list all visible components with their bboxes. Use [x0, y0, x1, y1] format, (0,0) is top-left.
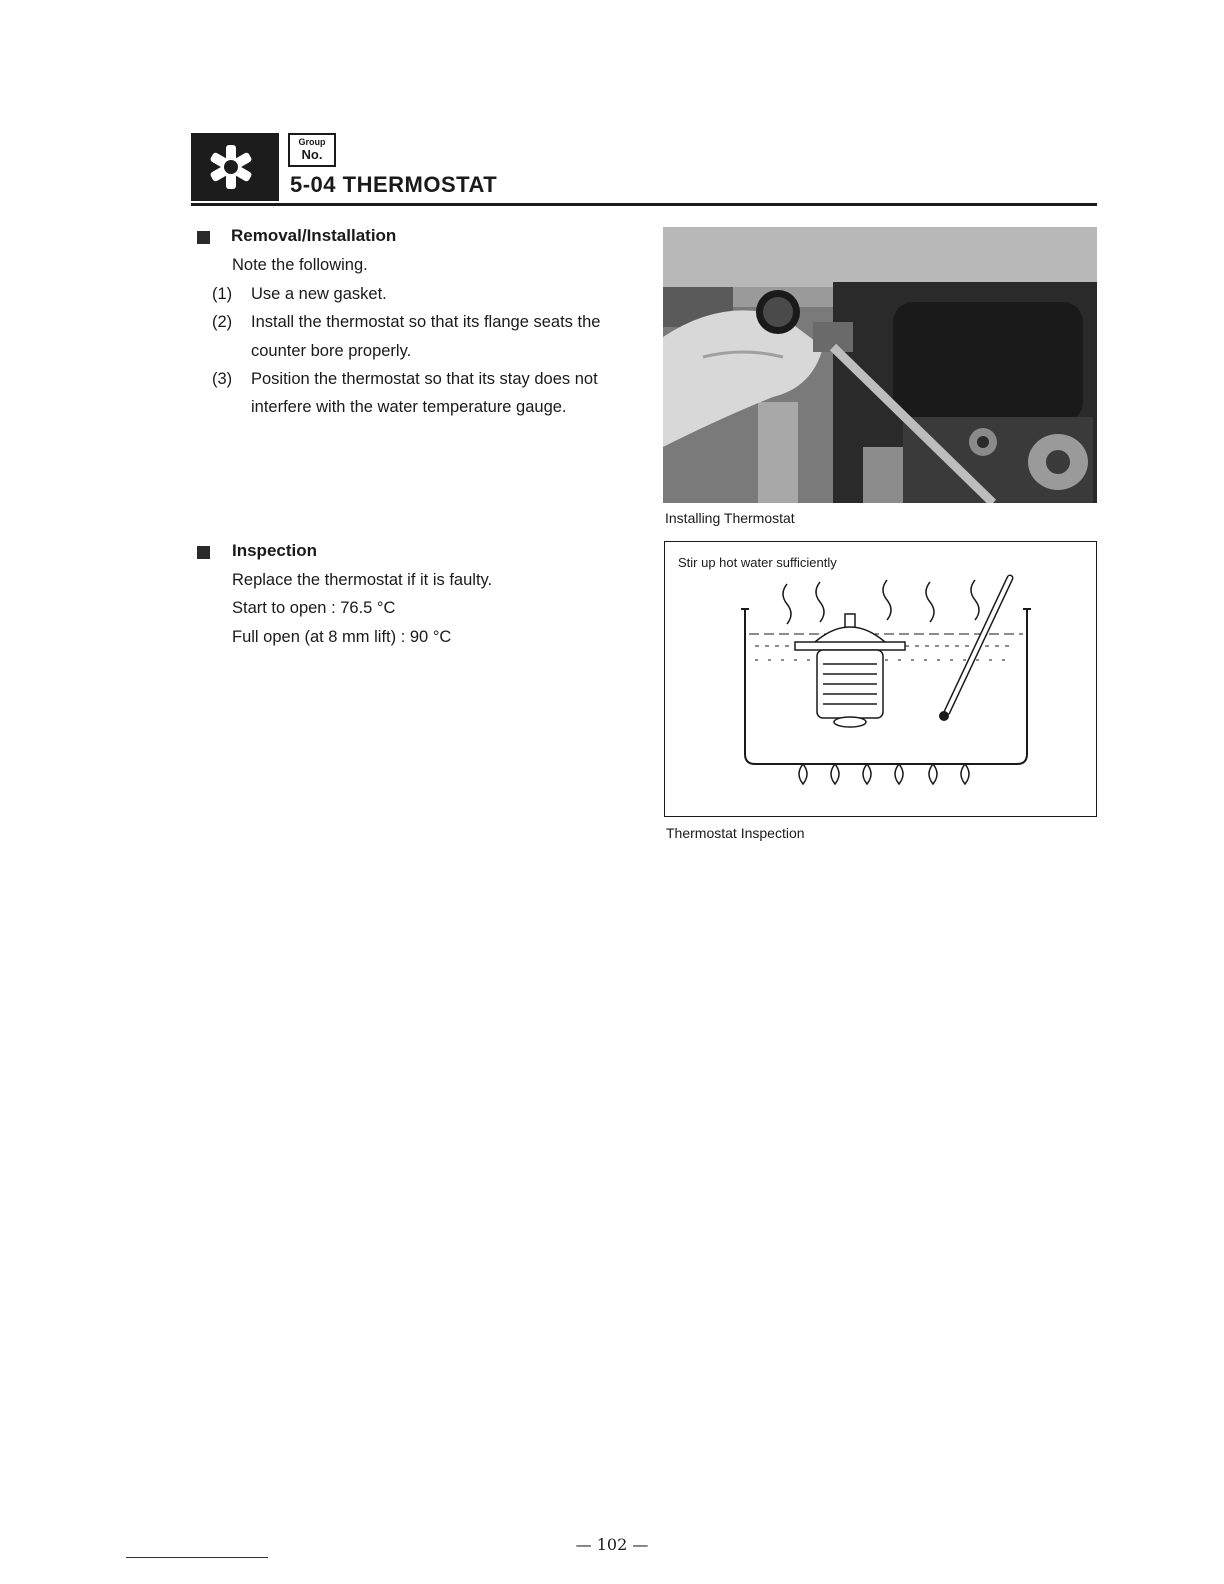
- inspection-line: Start to open : 76.5 °C: [232, 599, 396, 617]
- inspection-heading: Inspection: [232, 541, 318, 560]
- item-text: Use a new gasket.: [251, 285, 387, 303]
- group-number-box: [288, 133, 336, 167]
- installing-thermostat-photo: [663, 227, 1097, 503]
- inspection-line: Replace the thermostat if it is faulty.: [232, 571, 493, 589]
- item-number: (1): [212, 285, 233, 303]
- page-number: — 102 —: [575, 1535, 649, 1554]
- square-bullet-icon: [197, 231, 210, 244]
- removal-intro: Note the following.: [232, 256, 368, 274]
- asterisk-logo-icon: [191, 133, 279, 201]
- footer-rule: [126, 1557, 268, 1558]
- item-text-continued: counter bore properly.: [251, 342, 412, 360]
- item-text: Position the thermostat so that its stay does not: [251, 370, 598, 388]
- item-text: Install the thermostat so that its flange seats the: [251, 313, 601, 331]
- item-number: (3): [212, 370, 233, 388]
- square-bullet-icon: [197, 546, 210, 559]
- photo-caption: Installing Thermostat: [665, 510, 795, 526]
- header-divider: [191, 203, 1097, 206]
- water-bath-illustration: [665, 542, 1096, 816]
- item-text-continued: interfere with the water temperature gauge.: [251, 398, 567, 416]
- item-number: (2): [212, 313, 233, 331]
- page-title: 5-04 THERMOSTAT: [290, 172, 498, 197]
- section-logo: [191, 133, 279, 201]
- diagram-note: Stir up hot water sufficiently: [678, 555, 837, 570]
- engine-photo-illustration: [663, 227, 1097, 503]
- thermostat-inspection-diagram: [664, 541, 1097, 817]
- diagram-caption: Thermostat Inspection: [666, 825, 805, 841]
- inspection-line: Full open (at 8 mm lift) : 90 °C: [232, 628, 452, 646]
- group-label: Group: [298, 137, 326, 147]
- removal-heading: Removal/Installation: [231, 226, 397, 245]
- no-label: No.: [301, 147, 323, 162]
